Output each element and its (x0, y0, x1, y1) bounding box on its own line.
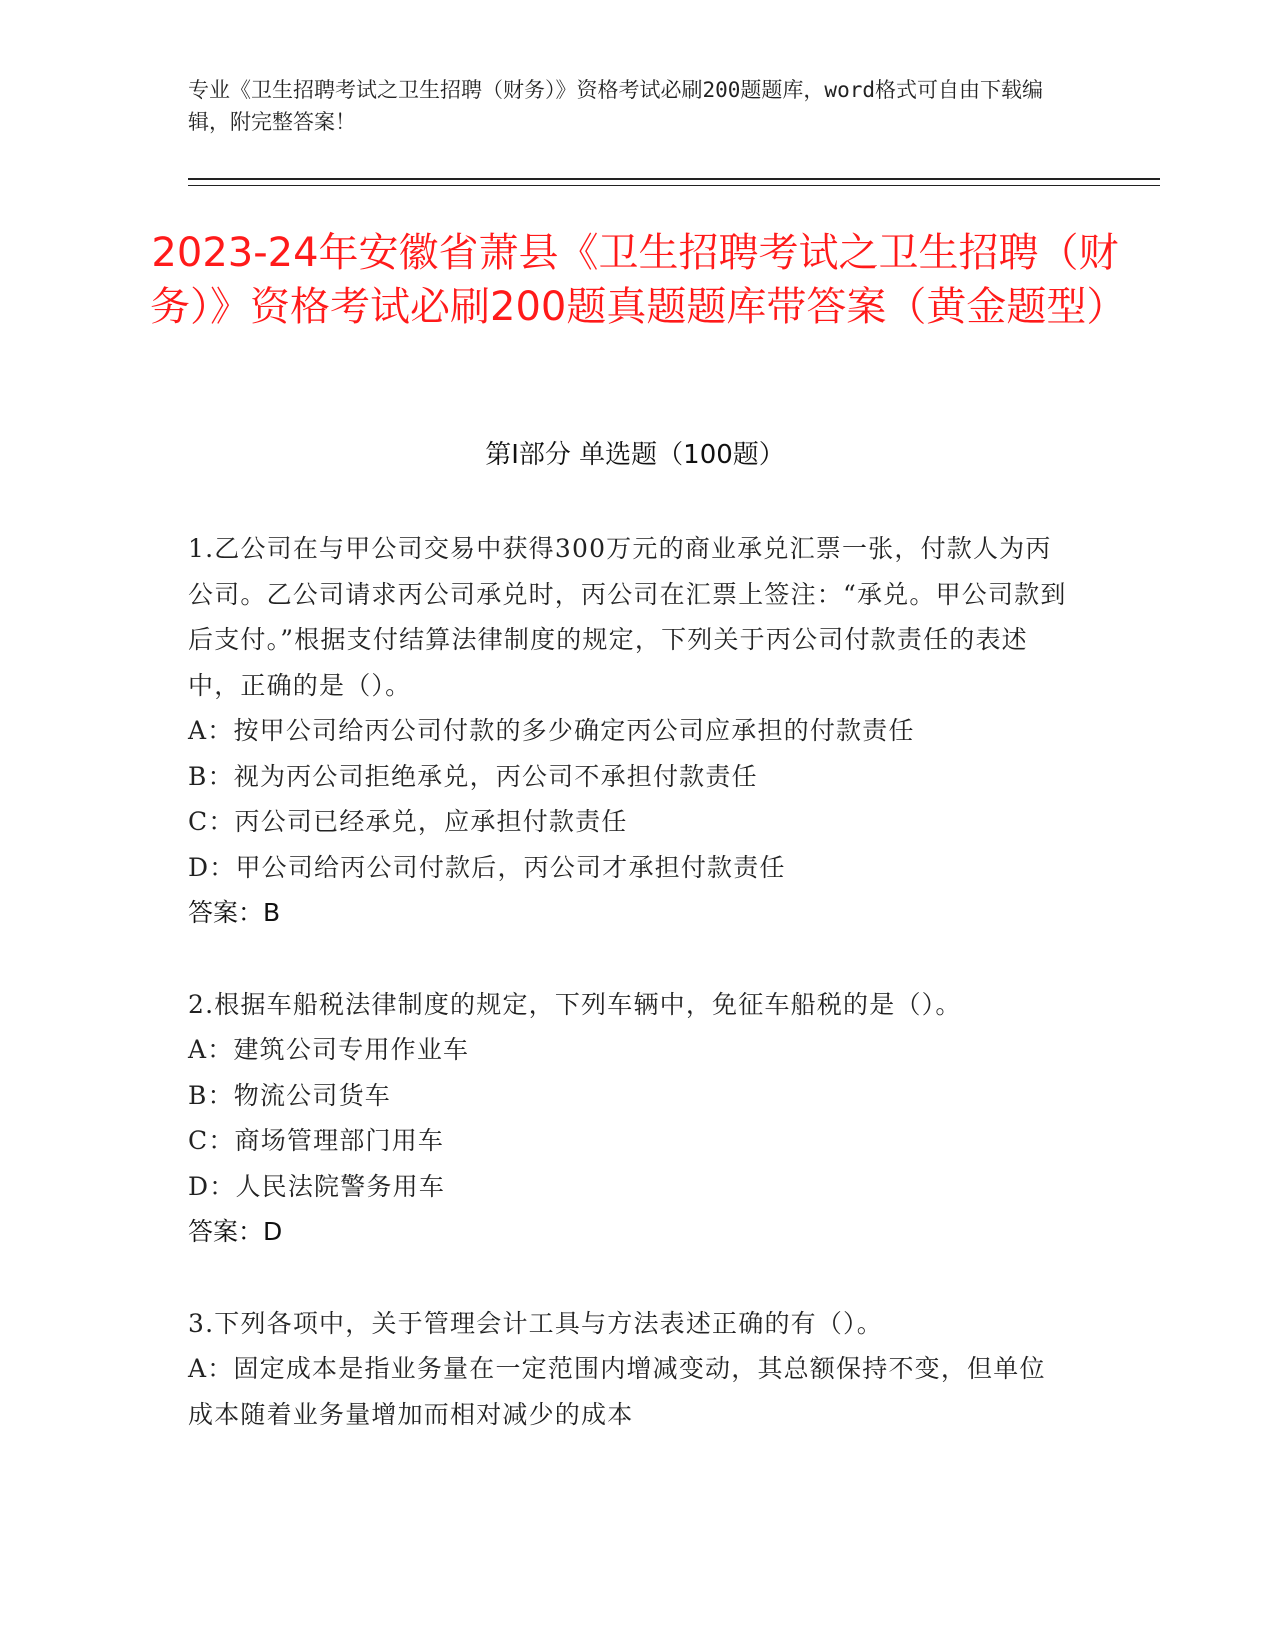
header-rule-thin (188, 185, 1160, 186)
question-item (188, 982, 1068, 1255)
option-a: A：固定成本是指业务量在一定范围内增减变动，其总额保持不变，但单位成本随着业务量增加而相对减少的成本 (188, 1354, 1046, 1429)
option-a: A：按甲公司给丙公司付款的多少确定丙公司应承担的付款责任 (188, 716, 915, 745)
question-item (188, 1301, 1068, 1438)
answer-line: 答案：D (188, 1217, 283, 1246)
option-b: B：视为丙公司拒绝承兑，丙公司不承担付款责任 (188, 761, 758, 791)
option-c: C：丙公司已经承兑，应承担付款责任 (188, 807, 628, 836)
header-note: 专业《卫生招聘考试之卫生招聘（财务）》资格考试必刷200题题库，word格式可自由下载编辑，附完整答案！ (188, 78, 1043, 134)
question-text: 1.乙公司在与甲公司交易中获得300万元的商业承兑汇票一张，付款人为丙公司。乙公司请求丙公司承兑时，丙公司在汇票上签注：“承兑。甲公司款到后支付。”根据支付结算法律制度的规定，下列关于丙公司付款责任的表述中，正确的是（）。 (188, 534, 1067, 700)
section-heading: 第Ⅰ部分 单选题（100题） (485, 440, 785, 470)
question-text: 3.下列各项中，关于管理会计工具与方法表述正确的有（）。 (188, 1308, 883, 1338)
answer-line: 答案：B (188, 898, 281, 927)
option-b: B：物流公司货车 (188, 1080, 391, 1110)
option-c: C：商场管理部门用车 (188, 1126, 445, 1155)
header-rule-thick (188, 178, 1160, 180)
question-item (188, 526, 1068, 936)
option-d: D：甲公司给丙公司付款后，丙公司才承担付款责任 (188, 852, 786, 882)
option-a: A：建筑公司专用作业车 (188, 1035, 470, 1064)
document-title: 2023-24年安徽省萧县《卫生招聘考试之卫生招聘（财务）》资格考试必刷200题真题题库带答案（黄金题型） (150, 230, 1127, 330)
question-text: 2.根据车船税法律制度的规定，下列车辆中，免征车船税的是（）。 (188, 989, 962, 1019)
option-d: D：人民法院警务用车 (188, 1171, 446, 1201)
question-list (188, 526, 1068, 1483)
